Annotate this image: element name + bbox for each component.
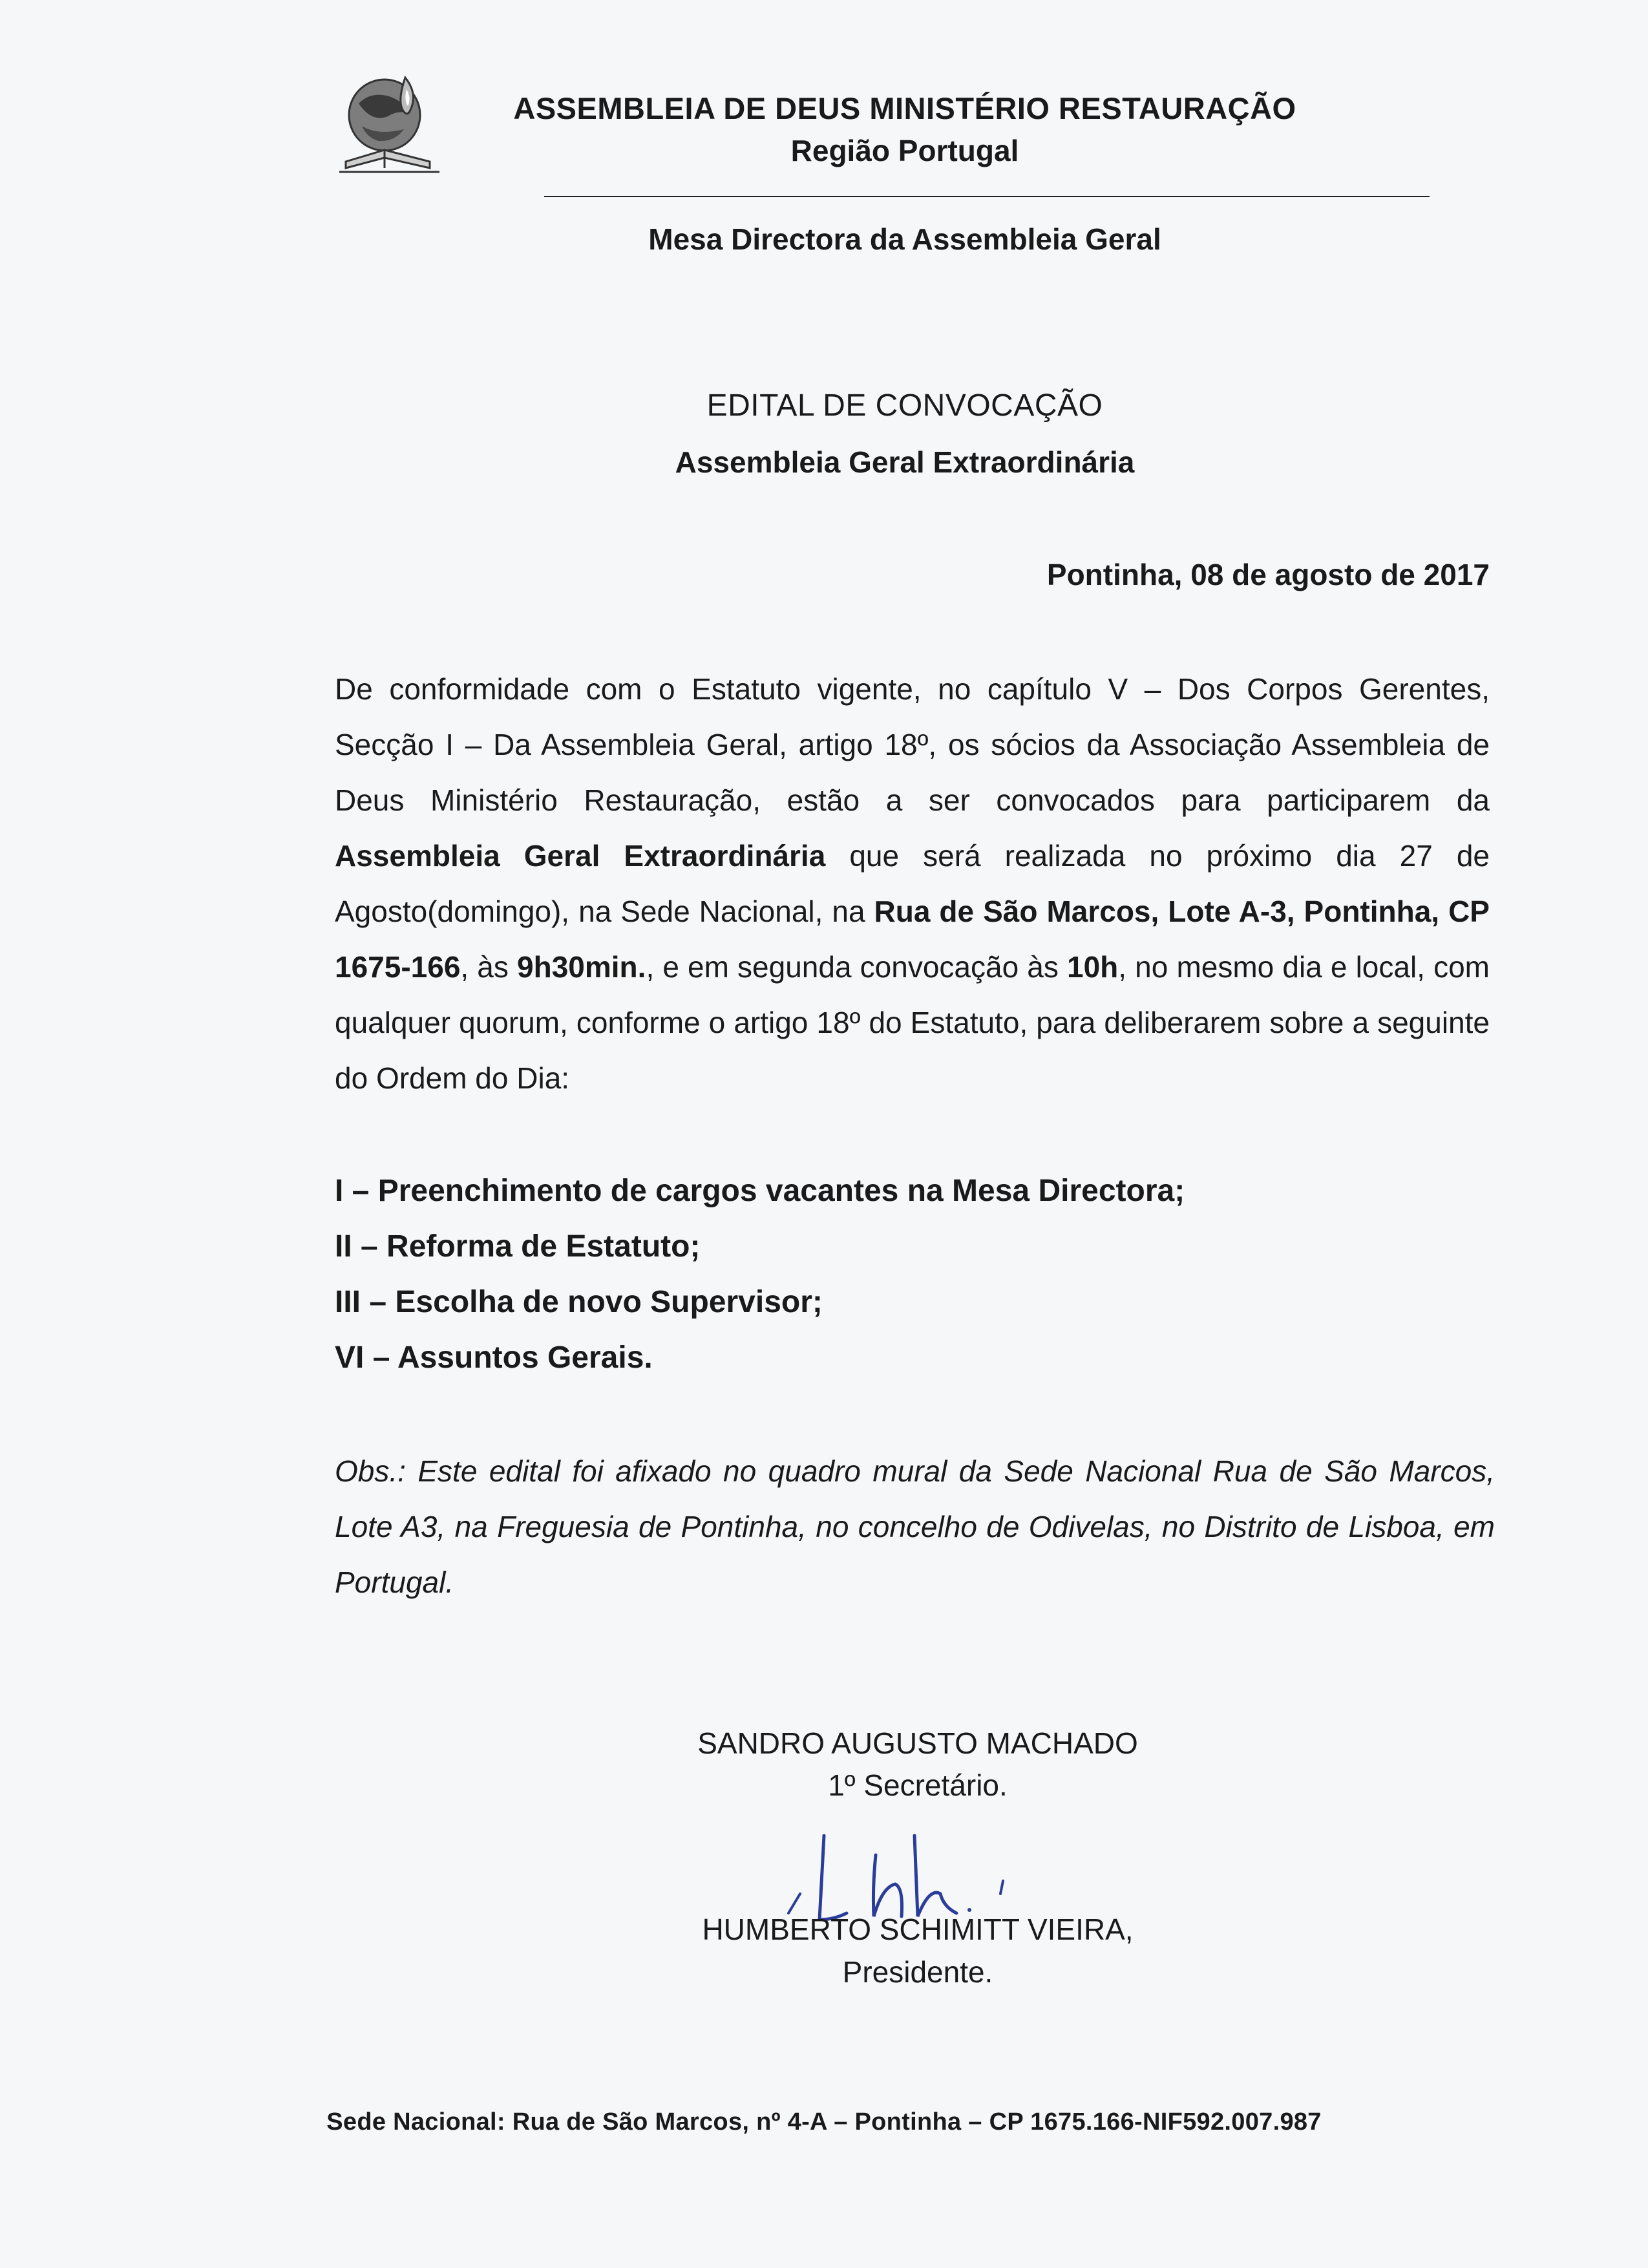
secretary-role: 1º Secretário. <box>828 1768 1008 1802</box>
body-bold-2: Rua de São Marcos, Lote A-3, Pontinha, CP 1675-166 <box>335 895 1490 984</box>
footer-address: Sede Nacional: Rua de São Marcos, nº 4-A – Pontinha – CP 1675.166-NIF592.007.987 <box>326 2108 1322 2136</box>
body-text-2: que será realizada no próximo dia 27 de Agosto(domingo), na Sede Nacional, na <box>335 839 1490 928</box>
observation-note: Obs.: Este edital foi afixado no quadro mural da Sede Nacional Rua de São Marcos, Lote A3, na Freguesia de Pontinha, no concelho de Odivelas, no Distrito de Lisboa, em Portugal. <box>335 1454 1495 1599</box>
body-text-5: , no mesmo dia e local, com qualquer quorum, conforme o artigo 18º do Estatuto, para deliberarem sobre a seguinte do Ordem do Dia: <box>335 950 1490 1095</box>
header-divider <box>544 196 1430 197</box>
notice-subtitle: Assembleia Geral Extraordinária <box>675 445 1135 479</box>
agenda-item: I – Preenchimento de cargos vacantes na Mesa Directora; <box>335 1174 1185 1208</box>
handwritten-signature <box>763 1823 1047 1926</box>
region-name: Região Portugal <box>790 134 1019 167</box>
notice-title: EDITAL DE CONVOCAÇÃO <box>706 388 1103 423</box>
body-text-3: , às <box>460 950 518 984</box>
body-bold-1: Assembleia Geral Extraordinária <box>335 839 826 873</box>
president-name: HUMBERTO SCHIMITT VIEIRA, <box>702 1913 1134 1946</box>
body-text-1: De conformidade com o Estatuto vigente, no capítulo V – Dos Corpos Gerentes, Secção I – Da Assembleia Geral, artigo 18º, os sócios da Associação Assembleia de Deus Ministério Restauração, estão a ser convocados para participarem da <box>335 672 1490 817</box>
dateline: Pontinha, 08 de agosto de 2017 <box>1046 558 1490 591</box>
body-bold-3: 9h30min. <box>517 950 646 984</box>
agenda-item: VI – Assuntos Gerais. <box>335 1341 653 1375</box>
president-role: Presidente. <box>842 1955 993 1989</box>
board-name: Mesa Directora da Assembleia Geral <box>648 222 1161 256</box>
body-text-4: , e em segunda convocação às <box>646 950 1067 984</box>
body-paragraph <box>335 661 1490 1106</box>
church-logo-icon <box>333 65 446 178</box>
agenda-item: II – Reforma de Estatuto; <box>335 1229 701 1264</box>
agenda-item: III – Escolha de novo Supervisor; <box>335 1285 823 1319</box>
secretary-name: SANDRO AUGUSTO MACHADO <box>697 1726 1138 1760</box>
organization-name: ASSEMBLEIA DE DEUS MINISTÉRIO RESTAURAÇÃO <box>513 91 1296 125</box>
body-bold-4: 10h <box>1067 950 1119 984</box>
agenda-list <box>335 1163 1185 1386</box>
